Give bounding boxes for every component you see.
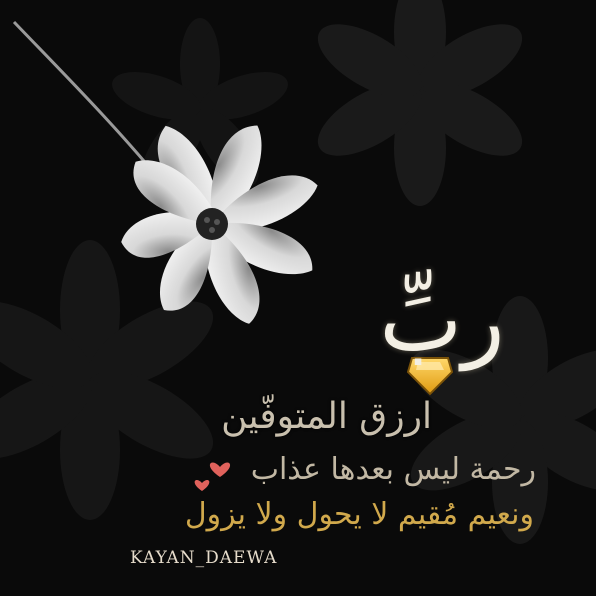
background-flower-icon	[307, 0, 534, 206]
prayer-line-3: ونعيم مُقيم لا يحول ولا يزول	[184, 497, 534, 532]
watermark-handle: KAYAN_DAEWA	[130, 548, 278, 568]
rabb-calligraphy: ربِّ	[379, 268, 505, 371]
cosmos-flower-icon	[14, 22, 324, 330]
heart-icon	[210, 462, 230, 477]
prayer-line-1: ارزق المتوفّين	[221, 396, 432, 437]
prayer-line-2: رحمة ليس بعدها عذاب	[250, 452, 536, 487]
heart-icon	[195, 480, 210, 491]
